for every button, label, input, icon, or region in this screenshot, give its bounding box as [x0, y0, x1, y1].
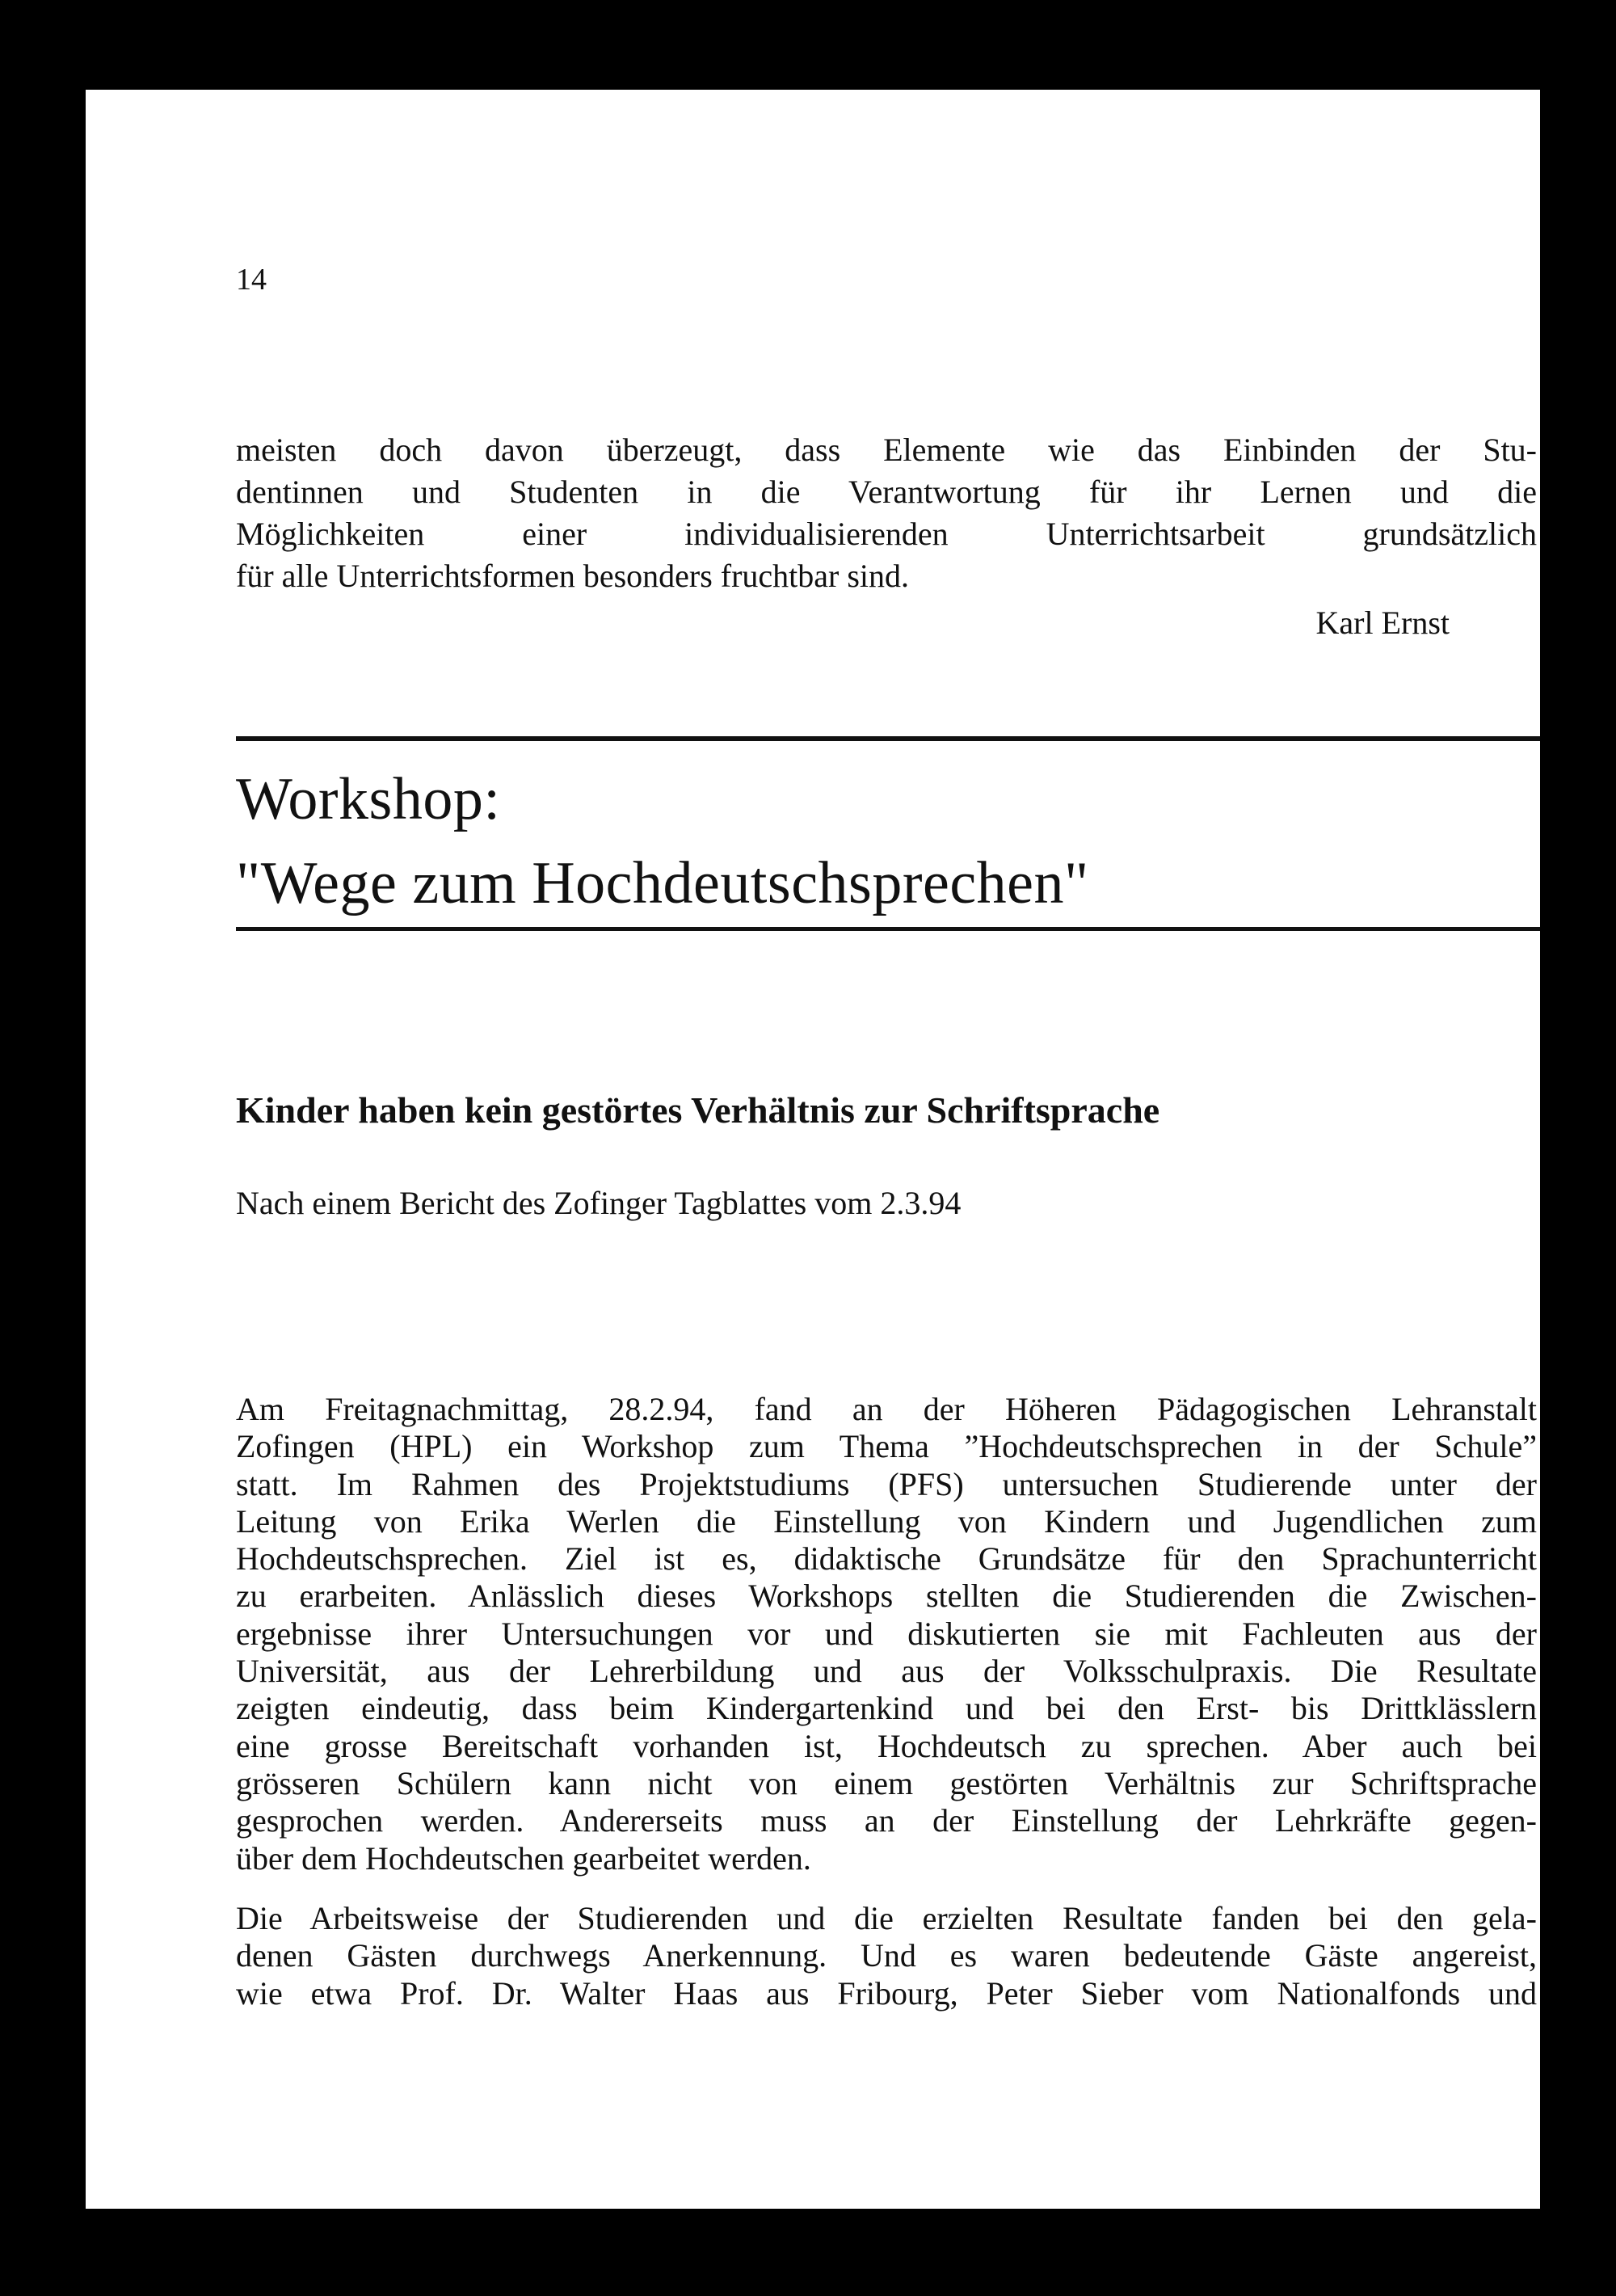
document-page [86, 90, 1540, 2209]
text-line: grösseren Schülern kann nicht von einem gestörten Verhältnis zur Schriftsprache [236, 1764, 1537, 1801]
text-line: Hochdeutschsprechen. Ziel ist es, didaktische Grundsätze für den Sprachunterricht [236, 1540, 1537, 1578]
author-signature: Karl Ernst [1315, 605, 1450, 641]
text-line: zeigten eindeutig, dass beim Kindergartenkind und bei den Erst- bis Drittklässlern [236, 1690, 1537, 1727]
page-number: 14 [236, 263, 267, 297]
text-line: ergebnisse ihrer Untersuchungen vor und diskutierten sie mit Fachleuten aus der [236, 1615, 1537, 1652]
text-line: meisten doch davon überzeugt, dass Elemente wie das Einbinden der Stu- [236, 432, 1537, 468]
article-paragraph-1 [236, 1391, 1537, 1877]
text-line: Die Arbeitsweise der Studierenden und die erzielten Resultate fanden bei den gela- [236, 1900, 1537, 1936]
text-line: über dem Hochdeutschen gearbeitet werden. [236, 1839, 811, 1877]
text-line: Universität, aus der Lehrerbildung und aus der Volksschulpraxis. Die Resultate [236, 1653, 1537, 1690]
text-line: zu erarbeiten. Anlässlich dieses Workshops stellten die Studierenden die Zwischen- [236, 1578, 1537, 1615]
text-line: für alle Unterrichtsformen besonders fruchtbar sind. [236, 558, 910, 594]
text-line: dentinnen und Studenten in die Verantwortung für ihr Lernen und die [236, 474, 1537, 510]
text-line: gesprochen werden. Andererseits muss an der Einstellung der Lehrkräfte gegen- [236, 1802, 1537, 1839]
text-line: eine grosse Bereitschaft vorhanden ist, Hochdeutsch zu sprechen. Aber auch bei [236, 1727, 1537, 1764]
section-title-line-2: "Wege zum Hochdeutschsprechen" [236, 850, 1089, 916]
title-rule-bottom [236, 927, 1540, 931]
intro-paragraph [236, 429, 1537, 597]
text-line: statt. Im Rahmen des Projektstudiums (PFS) untersuchen Studierende unter der [236, 1465, 1537, 1502]
section-title-line-1: Workshop: [236, 766, 501, 832]
text-line: wie etwa Prof. Dr. Walter Haas aus Fribourg, Peter Sieber vom Nationalfonds und [236, 1974, 1537, 2012]
article-source: Nach einem Bericht des Zofinger Tagblattes vom 2.3.94 [236, 1185, 962, 1221]
text-line: Möglichkeiten einer individualisierenden Unterrichtsarbeit grundsätzlich [236, 516, 1537, 552]
article-paragraph-2 [236, 1900, 1537, 2012]
text-line: denen Gästen durchwegs Anerkennung. Und es waren bedeutende Gäste angereist, [236, 1937, 1537, 1974]
article-heading: Kinder haben kein gestörtes Verhältnis zur Schriftsprache [236, 1089, 1160, 1131]
title-rule-top [236, 736, 1540, 741]
text-line: Am Freitagnachmittag, 28.2.94, fand an der Höheren Pädagogischen Lehranstalt [236, 1391, 1537, 1427]
text-line: Leitung von Erika Werlen die Einstellung von Kindern und Jugendlichen zum [236, 1502, 1537, 1540]
text-line: Zofingen (HPL) ein Workshop zum Thema ”Hochdeutschsprechen in der Schule” [236, 1428, 1537, 1465]
